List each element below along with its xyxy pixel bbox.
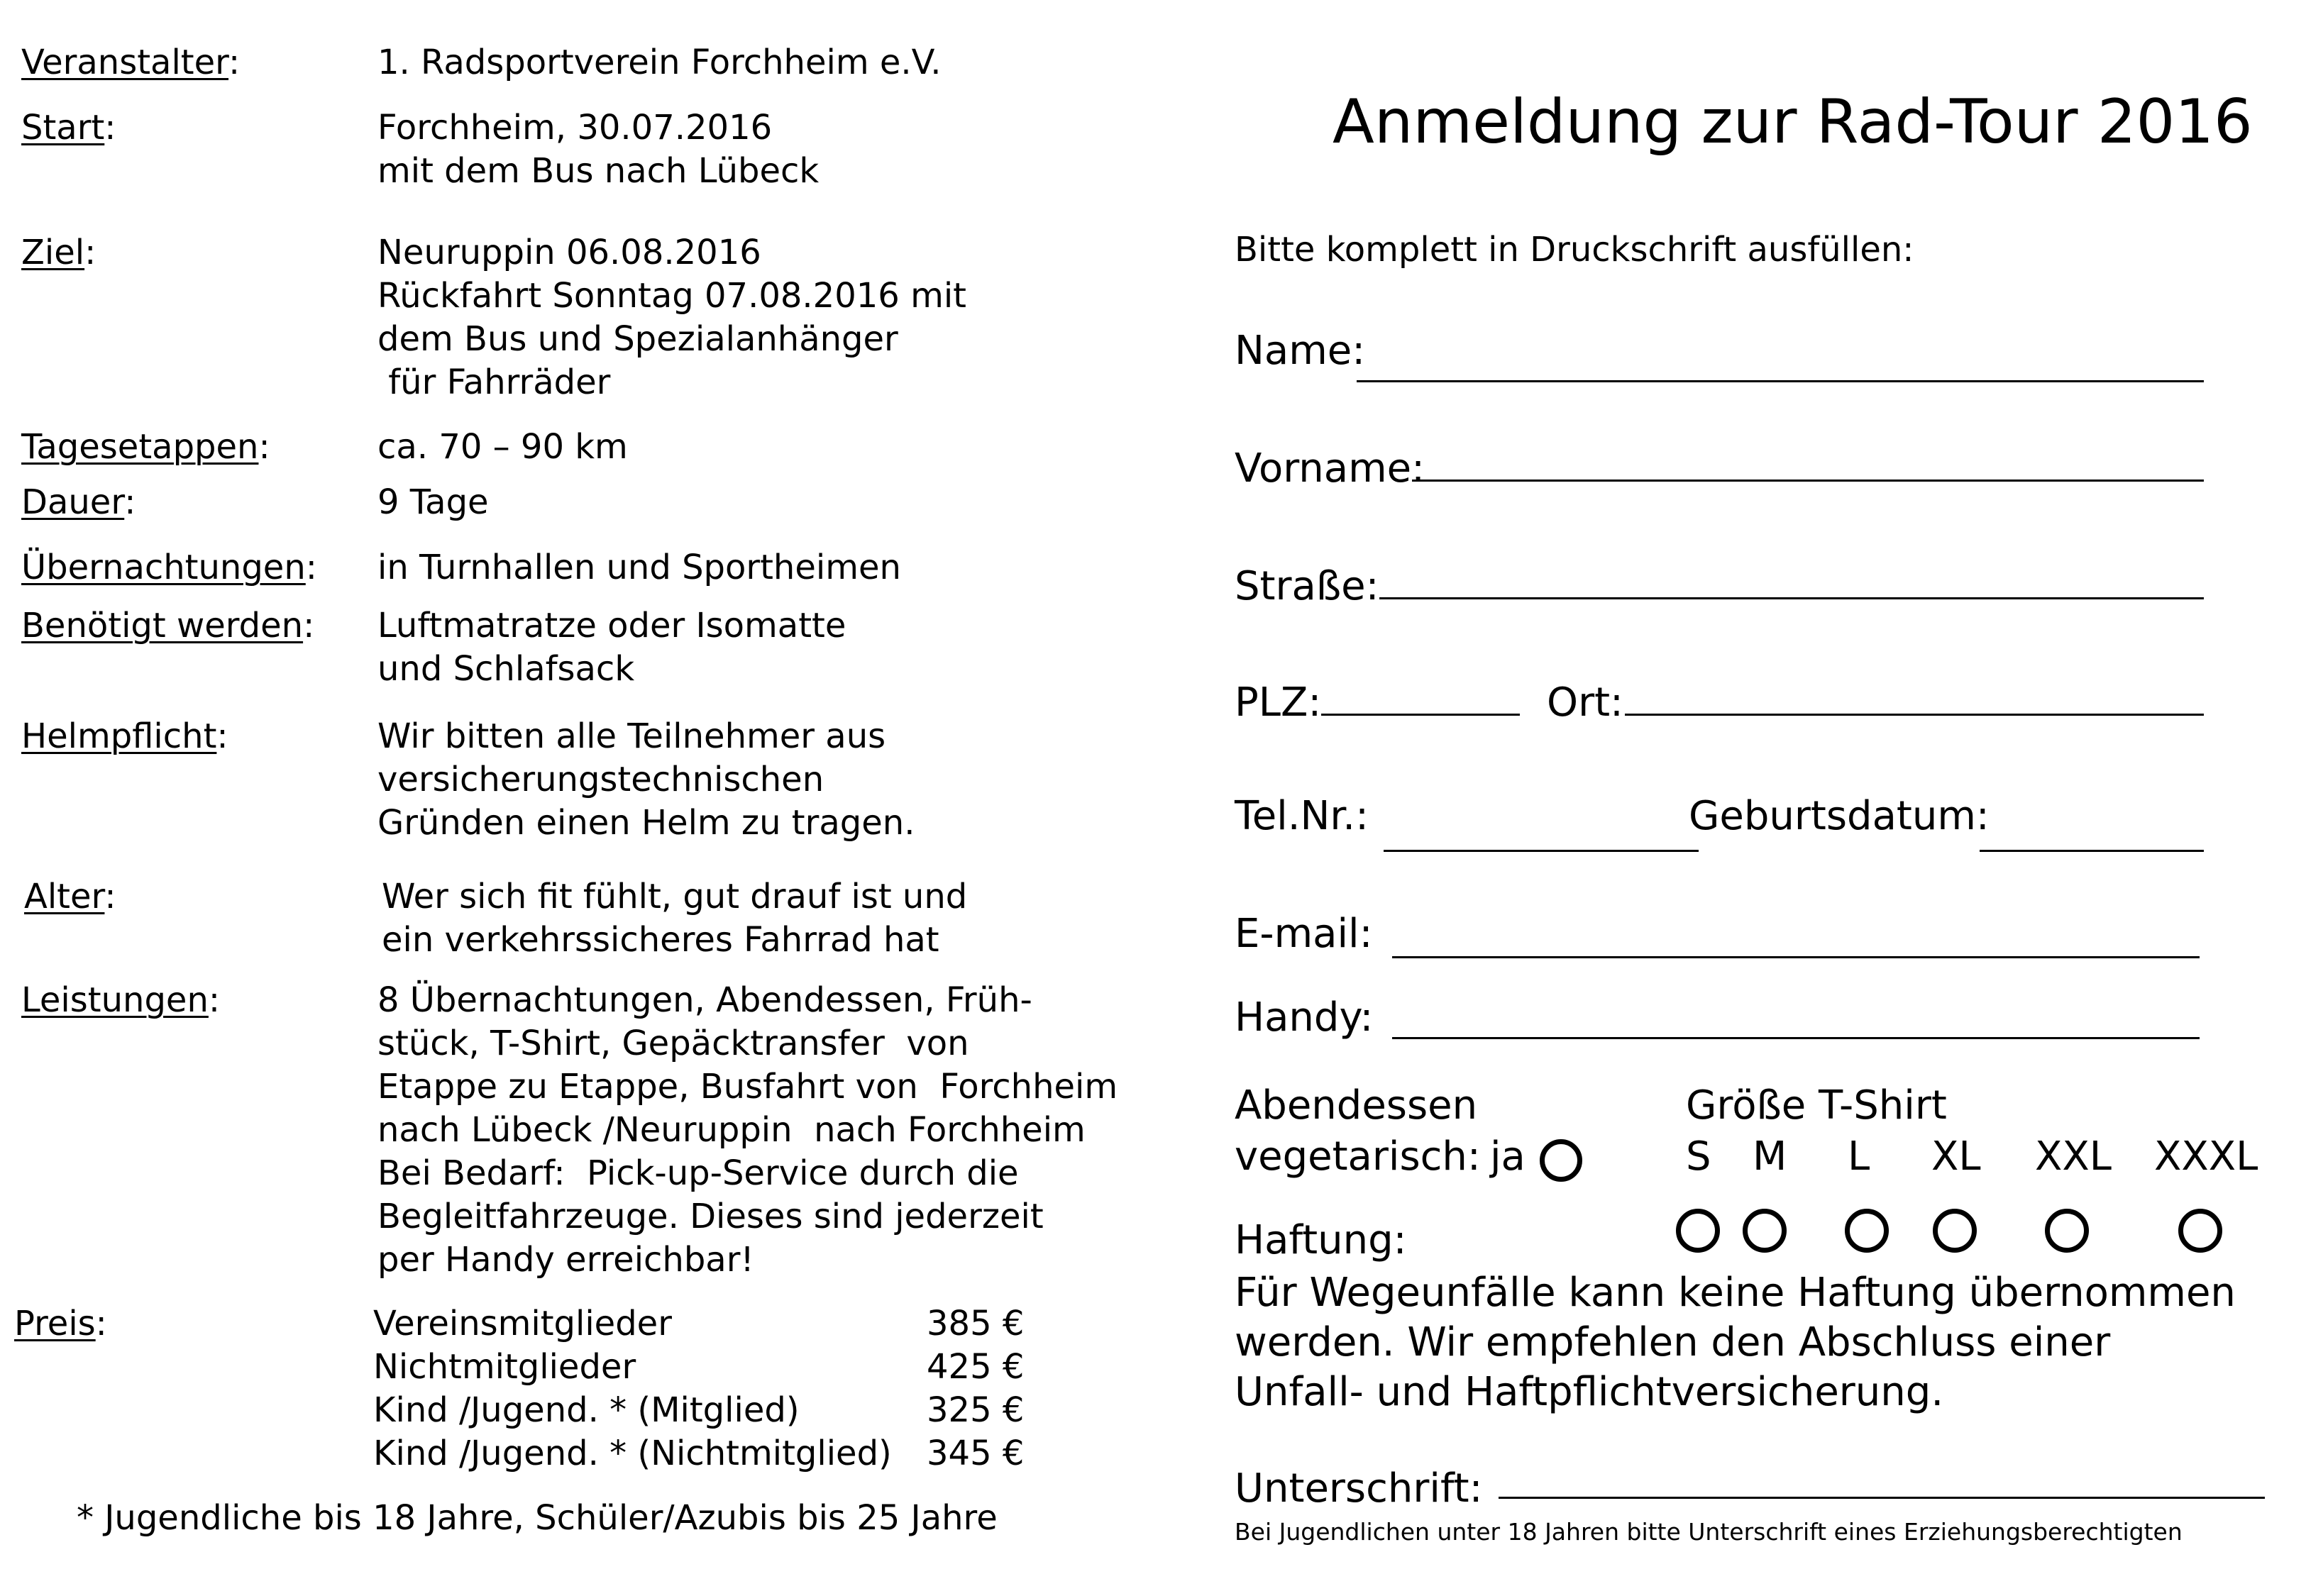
- value-alter: Wer sich fit fühlt, gut drauf ist und ein verkehrssicheres Fahrrad hat: [382, 877, 968, 960]
- label-colon: :: [208, 980, 221, 1020]
- price-values: [927, 1302, 1024, 1475]
- info-row-benoetigt: [21, 604, 314, 648]
- price-value: 345 €: [927, 1434, 1025, 1473]
- size-label-l: L: [1848, 1134, 1870, 1180]
- label-benoetigt: Benötigt werden: [21, 606, 304, 645]
- label-colon: :: [104, 108, 116, 148]
- tel-field[interactable]: [1384, 850, 1699, 852]
- label-colon: :: [124, 482, 136, 522]
- price-value: 425 €: [927, 1347, 1025, 1387]
- price-name: Kind /Jugend. * (Mitglied): [373, 1390, 800, 1430]
- label-colon: :: [104, 877, 116, 916]
- price-value: 325 €: [927, 1390, 1025, 1430]
- info-row-start: [21, 106, 116, 150]
- label-colon: :: [305, 548, 317, 587]
- footnote: * Jugendliche bis 18 Jahre, Schüler/Azubis bis 25 Jahre: [77, 1498, 998, 1538]
- price-names: [373, 1302, 892, 1475]
- tel-label: Tel.Nr.:: [1235, 793, 1369, 839]
- label-leistungen: Leistungen: [21, 980, 209, 1020]
- label-colon: :: [84, 233, 96, 272]
- value-ziel: Neuruppin 06.08.2016 Rückfahrt Sonntag 07.08.2016 mit dem Bus und Spezialanhänger für Fahrräder: [377, 233, 966, 402]
- ja-label: ja: [1490, 1134, 1526, 1180]
- unterschrift-note: Bei Jugendlichen unter 18 Jahren bitte Unterschrift eines Erziehungsberechtigten: [1235, 1518, 2183, 1546]
- price-name: Nichtmitglieder: [373, 1347, 636, 1387]
- label-veranstalter: Veranstalter: [21, 43, 229, 82]
- value-uebernachtungen: in Turnhallen und Sportheimen: [377, 548, 901, 587]
- price-name: Vereinsmitglieder: [373, 1304, 672, 1343]
- info-row-preis: [14, 1302, 107, 1346]
- strasse-field[interactable]: [1379, 597, 2204, 599]
- label-colon: :: [216, 716, 228, 756]
- size-label-m: M: [1753, 1134, 1787, 1180]
- vorname-label: Vorname:: [1235, 445, 1425, 492]
- size-l-radio[interactable]: [1845, 1209, 1889, 1253]
- strasse-label: Straße:: [1235, 563, 1379, 609]
- vegetarisch-label: vegetarisch:: [1235, 1134, 1481, 1180]
- value-helmpflicht: Wir bitten alle Teilnehmer aus versicherungstechnischen Gründen einen Helm zu tragen.: [377, 716, 915, 843]
- name-label: Name:: [1235, 328, 1366, 374]
- size-label-xxxl: XXXL: [2154, 1134, 2258, 1180]
- size-m-radio[interactable]: [1743, 1209, 1787, 1253]
- form-title: Anmeldung zur Rad-Tour 2016: [1333, 87, 2253, 157]
- size-xxl-radio[interactable]: [2045, 1209, 2089, 1253]
- label-colon: :: [258, 427, 270, 467]
- haftung-text: Für Wegeunfälle kann keine Haftung übernommen werden. Wir empfehlen den Abschluss einer Unfall- und Haftpflichtversicherung.: [1235, 1270, 2236, 1415]
- price-name: Kind /Jugend. * (Nichtmitglied): [373, 1434, 892, 1473]
- ort-label: Ort:: [1547, 680, 1623, 726]
- value-benoetigt: Luftmatratze oder Isomatte und Schlafsack: [377, 606, 846, 689]
- plz-field[interactable]: [1321, 714, 1520, 716]
- value-leistungen: 8 Übernachtungen, Abendessen, Früh- stück, T-Shirt, Gepäcktransfer von Etappe zu Etappe, Busfahrt von Forchheim nach Lübeck /Neuruppin nach Forchheim Bei Bedarf: Pick-up-Service durch die Begleitfahrzeuge. Dieses sind jederzeit per Handy erreichbar!: [377, 980, 1118, 1280]
- ort-field[interactable]: [1625, 714, 2204, 716]
- size-label-xl: XL: [1931, 1134, 1981, 1180]
- label-helmpflicht: Helmpflicht: [21, 716, 217, 756]
- plz-label: PLZ:: [1235, 680, 1322, 726]
- abendessen-label: Abendessen: [1235, 1082, 1478, 1129]
- form-instruction: Bitte komplett in Druckschrift ausfüllen:: [1235, 230, 1914, 270]
- tshirt-size-label: Größe T-Shirt: [1686, 1082, 1947, 1129]
- info-row-tagesetappen: [21, 426, 270, 469]
- name-field[interactable]: [1357, 380, 2204, 382]
- label-tagesetappen: Tagesetappen: [21, 427, 259, 467]
- value-veranstalter: 1. Radsportverein Forchheim e.V.: [377, 43, 942, 82]
- info-row-dauer: [21, 481, 136, 524]
- info-row-alter: [24, 875, 116, 919]
- handy-field[interactable]: [1392, 1037, 2200, 1039]
- value-dauer: 9 Tage: [377, 482, 489, 522]
- haftung-label: Haftung:: [1235, 1217, 1407, 1263]
- handy-label: Handy:: [1235, 994, 1374, 1041]
- info-row-ziel: [21, 231, 96, 275]
- label-ziel: Ziel: [21, 233, 85, 272]
- size-label-s: S: [1686, 1134, 1711, 1180]
- size-label-xxl: XXL: [2035, 1134, 2112, 1180]
- label-dauer: Dauer: [21, 482, 125, 522]
- email-label: E-mail:: [1235, 911, 1373, 957]
- geburtsdatum-field[interactable]: [1980, 850, 2204, 852]
- size-xl-radio[interactable]: [1933, 1209, 1977, 1253]
- info-row-veranstalter: [21, 41, 240, 84]
- value-start: Forchheim, 30.07.2016 mit dem Bus nach Lübeck: [377, 108, 820, 191]
- vorname-field[interactable]: [1412, 480, 2204, 482]
- unterschrift-label: Unterschrift:: [1235, 1465, 1483, 1512]
- label-start: Start: [21, 108, 105, 148]
- price-value: 385 €: [927, 1304, 1025, 1343]
- label-alter: Alter: [24, 877, 105, 916]
- vegetarisch-ja-checkbox[interactable]: [1540, 1139, 1582, 1182]
- info-row-uebernachtungen: [21, 546, 317, 589]
- label-uebernachtungen: Übernachtungen: [21, 548, 306, 587]
- info-row-leistungen: [21, 979, 220, 1022]
- label-colon: :: [303, 606, 315, 645]
- label-preis: Preis: [14, 1304, 96, 1343]
- unterschrift-field[interactable]: [1499, 1497, 2265, 1499]
- size-s-radio[interactable]: [1676, 1209, 1720, 1253]
- label-colon: :: [95, 1304, 107, 1343]
- geburtsdatum-label: Geburtsdatum:: [1689, 793, 1990, 839]
- size-xxxl-radio[interactable]: [2178, 1209, 2222, 1253]
- value-tagesetappen: ca. 70 – 90 km: [377, 427, 628, 467]
- info-row-helmpflicht: [21, 715, 228, 758]
- label-colon: :: [228, 43, 241, 82]
- email-field[interactable]: [1392, 956, 2200, 958]
